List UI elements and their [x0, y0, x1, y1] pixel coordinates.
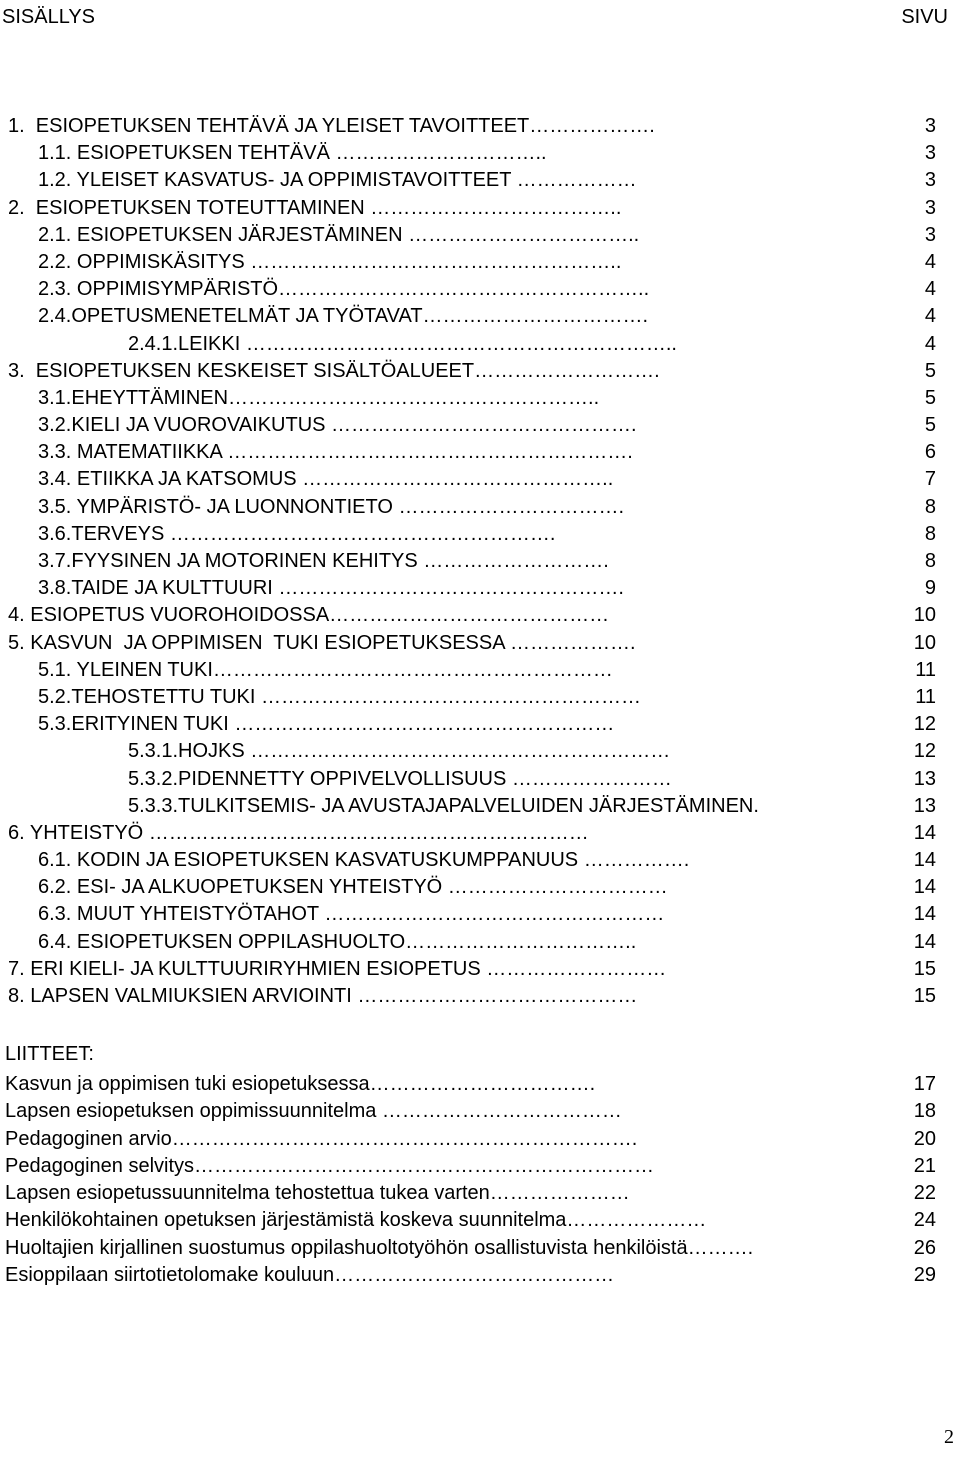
- toc-entry-page: 12: [913, 740, 936, 763]
- toc-entry-page: 14: [913, 821, 936, 844]
- toc-entry: [0, 195, 960, 222]
- toc-entry-label: 1. ESIOPETUKSEN TEHTÄVÄ JA YLEISET TAVOITTEET……………….: [8, 115, 655, 137]
- toc-entry: [0, 929, 960, 956]
- toc-entry: [0, 331, 960, 358]
- toc-entry-page: 4: [924, 332, 936, 355]
- toc-entry-label: 2.1. ESIOPETUKSEN JÄRJESTÄMINEN ……………………………..: [38, 223, 640, 246]
- toc-entry: [0, 847, 960, 874]
- appendix-entry-page: 20: [913, 1127, 936, 1150]
- toc-entry-label: 6.3. MUUT YHTEISTYÖTAHOT ……………………………………………: [38, 903, 665, 926]
- appendix-entry: [0, 1235, 960, 1262]
- toc-entry-label: 6. YHTEISTYÖ …………………………………………………………: [8, 821, 589, 844]
- toc-entry-page: 3: [924, 142, 936, 165]
- toc-entry-page: 6: [924, 441, 936, 464]
- toc-entry-page: 13: [913, 794, 936, 817]
- appendix-entry: [0, 1180, 960, 1207]
- toc-entry-label: 5.2.TEHOSTETTU TUKI …………………………………………………: [38, 685, 641, 708]
- appendix-entry-label: Esioppilaan siirtotietolomake kouluun……………………………………: [5, 1264, 615, 1287]
- toc-entry-label: 3.7.FYYSINEN JA MOTORINEN KEHITYS ……………………….: [38, 550, 609, 572]
- appendix-entry: [0, 1207, 960, 1234]
- toc-entry-label: 2. ESIOPETUKSEN TOTEUTTAMINEN ………………………………..: [8, 196, 622, 219]
- toc-entry: [0, 684, 960, 711]
- appendix-entry-label: Lapsen esiopetussuunnitelma tehostettua tukea varten…………………: [5, 1182, 630, 1205]
- appendix-entry-label: Pedagoginen selvitys……………………………………………………………: [5, 1154, 655, 1177]
- toc-entry: [0, 766, 960, 793]
- toc-entry-page: 5: [924, 414, 936, 437]
- toc-entry-page: 10: [913, 604, 936, 627]
- toc-entry-page: 14: [913, 849, 936, 872]
- toc-entry-label: 2.3. OPPIMISYMPÄRISTÖ………………………………………………..: [38, 278, 650, 301]
- toc-entry-page: 3: [924, 115, 936, 137]
- toc-entry-label: 1.1. ESIOPETUKSEN TEHTÄVÄ …………………………..: [38, 142, 547, 165]
- toc-entry-label: 6.4. ESIOPETUKSEN OPPILASHUOLTO……………………………..: [38, 930, 637, 953]
- toc-entry: [0, 738, 960, 765]
- toc-entry: [0, 657, 960, 684]
- toc-entry: [0, 140, 960, 167]
- toc-entry-page: 14: [913, 930, 936, 953]
- toc-entry: [0, 494, 960, 521]
- toc-entry-page: 3: [924, 169, 936, 192]
- toc-entry-page: 8: [924, 495, 936, 518]
- toc-entry-page: 8: [924, 522, 936, 545]
- toc-entry-page: 15: [913, 985, 936, 1007]
- toc-entry-page: 4: [924, 278, 936, 301]
- toc-entry-page: 15: [913, 957, 936, 980]
- appendix-entry-label: Lapsen esiopetuksen oppimissuunnitelma ………………………………: [5, 1100, 622, 1123]
- toc-entry: [0, 439, 960, 466]
- appendix-entry: [0, 1262, 960, 1289]
- toc-entry: [0, 956, 960, 983]
- toc-entry-page: 7: [924, 468, 936, 491]
- toc-entry: [0, 358, 960, 385]
- toc-entry: [0, 385, 960, 412]
- toc-entry-label: 2.4.OPETUSMENETELMÄT JA TYÖTAVAT…………………………….: [38, 305, 649, 328]
- header-contents-title: SISÄLLYS: [2, 6, 96, 28]
- appendix-entry: [0, 1153, 960, 1180]
- toc-entry-page: 12: [913, 713, 936, 736]
- toc-entry: [0, 711, 960, 738]
- toc-entry-label: 1.2. YLEISET KASVATUS- JA OPPIMISTAVOITTEET ………………: [38, 169, 637, 192]
- appendix-entry-page: 29: [913, 1264, 936, 1287]
- toc-entry-label: 3.1.EHEYTTÄMINEN………………………………………………..: [38, 386, 600, 409]
- toc-entry-label: 2.2. OPPIMISKÄSITYS ………………………………………………..: [38, 250, 622, 273]
- toc-entry: [0, 575, 960, 602]
- toc-entry: [0, 602, 960, 629]
- appendix-entry-label: Huoltajien kirjallinen suostumus oppilashuoltotyöhön osallistuvista henkilöistä……….: [5, 1236, 754, 1259]
- toc-entry-page: 14: [913, 876, 936, 899]
- table-of-contents: [0, 113, 960, 1010]
- toc-entry-label: 3.5. YMPÄRISTÖ- JA LUONNONTIETO …………………………….: [38, 495, 625, 518]
- appendix-entry-label: Pedagoginen arvio…………………………………………………………….: [5, 1127, 638, 1150]
- toc-entry-label: 5.3.2.PIDENNETTY OPPIVELVOLLISUUS ……………………: [128, 767, 672, 790]
- toc-entry-label: 3.6.TERVEYS ………………………………………………….: [38, 522, 556, 545]
- toc-entry-label: 6.1. KODIN JA ESIOPETUKSEN KASVATUSKUMPPANUUS …………….: [38, 849, 690, 872]
- toc-entry: [0, 276, 960, 303]
- toc-entry: [0, 303, 960, 330]
- toc-entry-label: 3.3. MATEMATIIKKA …………………………………………………….: [38, 441, 633, 464]
- toc-entry: [0, 820, 960, 847]
- toc-entry-label: 2.4.1.LEIKKI ………………………………………………………..: [128, 332, 677, 355]
- toc-entry-page: 3: [924, 223, 936, 246]
- appendix-entry-page: 26: [913, 1236, 936, 1259]
- appendix-entry-page: 18: [913, 1100, 936, 1123]
- toc-entry: [0, 167, 960, 194]
- appendix-entry-page: 24: [913, 1209, 936, 1232]
- page-number: 2: [944, 1426, 954, 1448]
- toc-entry: [0, 874, 960, 901]
- toc-entry-page: 11: [915, 685, 936, 708]
- toc-entry: [0, 548, 960, 575]
- toc-entry: [0, 113, 960, 140]
- toc-entry-page: 5: [924, 359, 936, 382]
- toc-entry-label: 5. KASVUN JA OPPIMISEN TUKI ESIOPETUKSESSA ……………….: [8, 631, 636, 654]
- toc-entry: [0, 983, 960, 1010]
- toc-entry-page: 9: [924, 577, 936, 600]
- appendix-entry: [0, 1071, 960, 1098]
- toc-entry: [0, 412, 960, 439]
- appendix-entry: [0, 1126, 960, 1153]
- toc-entry-page: 11: [915, 658, 936, 681]
- toc-entry-label: 7. ERI KIELI- JA KULTTUURIRYHMIEN ESIOPETUS ………………………: [8, 957, 667, 980]
- toc-entry: [0, 521, 960, 548]
- toc-entry: [0, 249, 960, 276]
- toc-entry-label: 5.3.ERITYINEN TUKI …………………………………………………: [38, 713, 615, 736]
- appendix-entry: [0, 1098, 960, 1125]
- toc-entry-label: 5.1. YLEINEN TUKI……………………………………………………: [38, 658, 613, 681]
- toc-entry-label: 5.3.3.TULKITSEMIS- JA AVUSTAJAPALVELUIDEN JÄRJESTÄMINEN.: [128, 794, 759, 817]
- toc-entry-page: 3: [924, 196, 936, 219]
- toc-entry-label: 4. ESIOPETUS VUOROHOIDOSSA……………………………………: [8, 604, 610, 627]
- appendix-entry-label: Henkilökohtainen opetuksen järjestämistä koskeva suunnitelma…………………: [5, 1209, 707, 1232]
- toc-entry: [0, 793, 960, 820]
- toc-entry-label: 5.3.1.HOJKS ………………………………………………………: [128, 740, 671, 763]
- toc-entry: [0, 901, 960, 928]
- toc-entry-page: 5: [924, 386, 936, 409]
- header-page-column-title: SIVU: [901, 6, 948, 28]
- toc-entry-label: 8. LAPSEN VALMIUKSIEN ARVIOINTI ……………………………………: [8, 985, 638, 1007]
- toc-entry: [0, 630, 960, 657]
- toc-entry: [0, 466, 960, 493]
- toc-entry-page: 14: [913, 903, 936, 926]
- appendix-list: [0, 1071, 960, 1289]
- toc-entry: [0, 222, 960, 249]
- appendix-entry-label: Kasvun ja oppimisen tuki esiopetuksessa…………………………….: [5, 1073, 596, 1095]
- toc-entry-page: 4: [924, 250, 936, 273]
- toc-entry-label: 3.8.TAIDE JA KULTTUURI …………………………………………….: [38, 577, 624, 600]
- appendix-entry-page: 21: [913, 1154, 936, 1177]
- toc-entry-page: 4: [924, 305, 936, 328]
- toc-entry-page: 13: [913, 767, 936, 790]
- toc-entry-page: 10: [913, 631, 936, 654]
- toc-entry-label: 3. ESIOPETUKSEN KESKEISET SISÄLTÖALUEET……………………….: [8, 359, 660, 382]
- toc-entry-label: 6.2. ESI- JA ALKUOPETUKSEN YHTEISTYÖ ……………………………: [38, 876, 668, 899]
- appendix-entry-page: 17: [913, 1073, 936, 1095]
- toc-entry-page: 8: [924, 550, 936, 572]
- toc-entry-label: 3.4. ETIIKKA JA KATSOMUS ………………………………………..: [38, 468, 614, 491]
- appendix-title: LIITTEET:: [5, 1043, 94, 1065]
- toc-entry-label: 3.2.KIELI JA VUOROVAIKUTUS ……………………………………….: [38, 414, 637, 437]
- appendix-entry-page: 22: [913, 1182, 936, 1205]
